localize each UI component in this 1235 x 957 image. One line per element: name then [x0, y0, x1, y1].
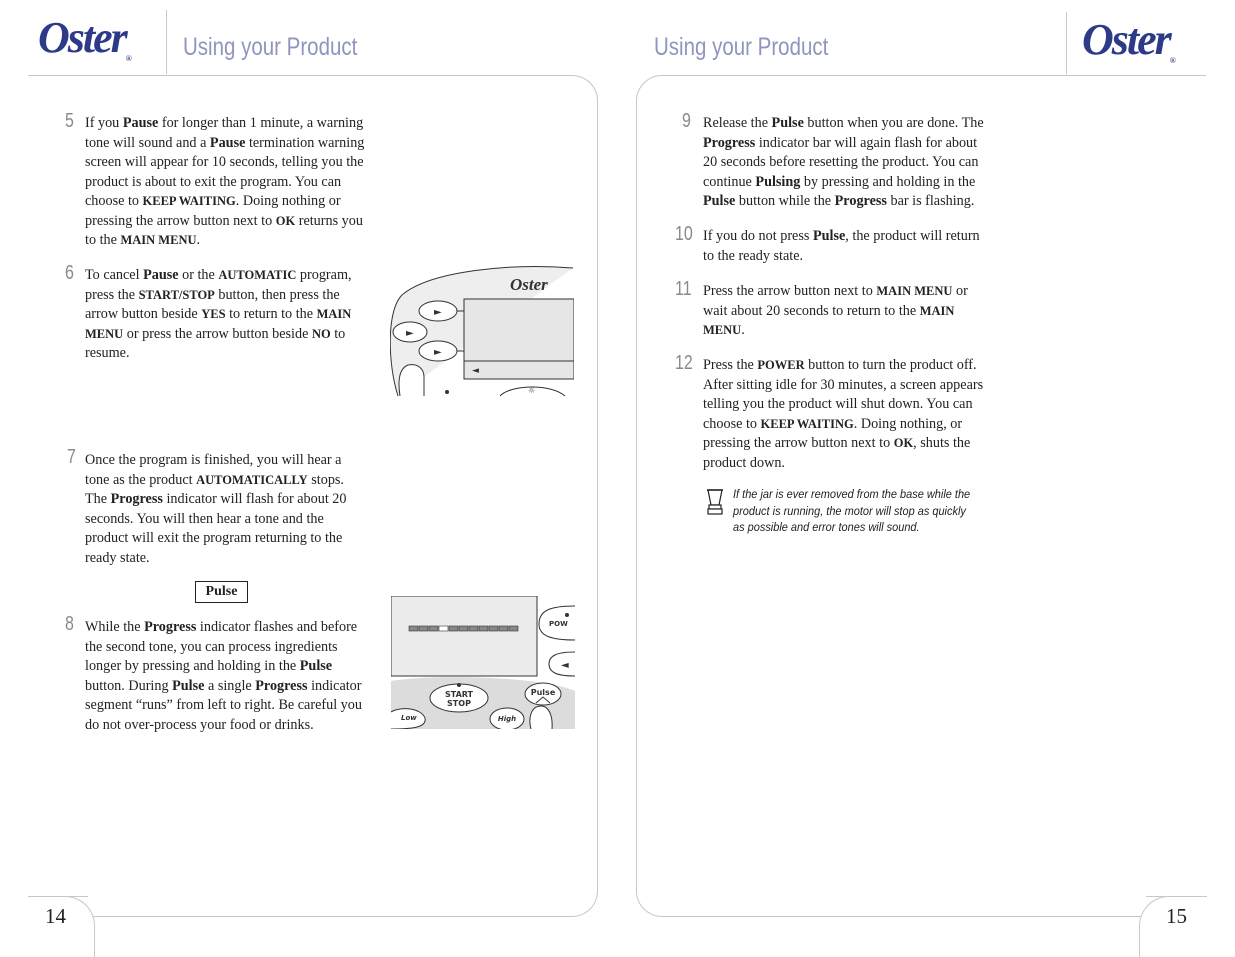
page-number-right: 15 — [1166, 904, 1187, 928]
page-title-left: Using your Product — [183, 33, 358, 61]
svg-text:◄: ◄ — [472, 366, 479, 376]
svg-text:►: ► — [406, 328, 414, 339]
svg-text:Pulse: Pulse — [530, 688, 556, 697]
step-6-text: To cancel Pause or the AUTOMATIC program, press the START/STOP button, then press the arrow button beside YES to return to the MAIN MENU or press the arrow button beside NO to resume. — [85, 267, 352, 361]
step-8-text: While the Progress indicator flashes and before the second tone, you can process ingredients longer by pressing and holding in the Pulse button. During Pulse a single Progress indicator segment “runs” from left to right. Be careful you do not over-process your food or drinks. — [85, 619, 362, 733]
low-button — [391, 709, 425, 729]
finger-icon — [399, 365, 424, 396]
arrow-button-2 — [393, 322, 427, 342]
progress-segment — [509, 626, 518, 631]
svg-text:◄: ◄ — [561, 660, 569, 671]
svg-text:POW: POW — [549, 620, 568, 628]
step-number: 12 — [675, 352, 693, 374]
progress-segment — [459, 626, 468, 631]
progress-segment — [429, 626, 438, 631]
header-divider-left — [166, 10, 167, 74]
step-5-text: If you Pause for longer than 1 minute, a warning tone will sound and a Pause termination warning screen will appear for 10 seconds, telling you the product is about to exit the program. You can choose to KEEP WAITING. Doing nothing or pressing the arrow button next to OK returns you to the MAIN MENU. — [85, 115, 365, 248]
step-11-text: Press the arrow button next to MAIN MENU or wait about 20 seconds to return to the MAIN MENU. — [703, 283, 968, 338]
caution-note: If the jar is ever removed from the base while the product is running, the motor will stop as quickly as possible and error tones will sound. — [733, 487, 971, 534]
pulse-section-heading: Pulse — [195, 581, 248, 603]
progress-segment — [469, 626, 478, 631]
svg-text:☼: ☼ — [528, 386, 536, 395]
progress-bar — [409, 626, 518, 631]
svg-text:Low: Low — [401, 714, 417, 722]
step-9-text: Release the Pulse button when you are done. The Progress indicator bar will again flash for about 20 seconds before resetting the product. You can continue Pulsing by pressing and holding in the Pulse button while the Progress bar is flashing. — [703, 115, 984, 209]
page-title-right: Using your Product — [654, 33, 829, 61]
svg-text:►: ► — [434, 347, 442, 358]
pulse-button — [525, 683, 561, 705]
step-number: 11 — [675, 278, 692, 300]
svg-text:START: START — [444, 690, 474, 699]
page-number-left: 14 — [45, 904, 66, 928]
svg-text:STOP: STOP — [447, 699, 471, 708]
step-number: 6 — [65, 262, 74, 284]
high-button — [490, 708, 524, 729]
step-10-text: If you do not press Pulse, the product will return to the ready state. — [703, 228, 980, 264]
step-7-text: Once the program is finished, you will hear a tone as the product AUTOMATICALLY stops. The Progress indicator will flash for about 20 seconds. You will then hear a tone and the product will exit the program returning to the ready state. — [85, 452, 347, 566]
step-number: 9 — [682, 110, 691, 132]
control-panel-illustration — [390, 265, 574, 397]
progress-segment — [449, 626, 458, 631]
progress-segment — [499, 626, 508, 631]
progress-segment — [439, 626, 448, 631]
arrow-button — [549, 652, 575, 676]
step-number: 10 — [675, 223, 693, 245]
progress-segment — [489, 626, 498, 631]
progress-segment — [479, 626, 488, 631]
step-number: 5 — [65, 110, 74, 132]
pulse-panel-illustration — [391, 596, 575, 729]
oster-logo-right: Oster® — [1082, 15, 1176, 65]
progress-segment — [409, 626, 418, 631]
blender-jar-icon — [706, 487, 724, 515]
header-divider-right — [1066, 12, 1067, 74]
step-number: 8 — [65, 613, 74, 635]
step-number: 7 — [67, 446, 76, 468]
oster-logo-left: Oster® — [38, 13, 132, 63]
svg-text:High: High — [497, 715, 517, 723]
svg-text:►: ► — [434, 307, 442, 318]
left-panel-top-curve — [548, 75, 598, 116]
progress-segment — [419, 626, 428, 631]
right-panel-top-curve — [636, 75, 686, 116]
oster-logo-small: Oster — [510, 275, 548, 294]
step-12-text: Press the POWER button to turn the product off. After sitting idle for 30 minutes, a screen appears telling you the product will shut down. You can choose to KEEP WAITING. Doing nothing, or pressing the arrow button next to OK, shuts the product down. — [703, 357, 984, 471]
